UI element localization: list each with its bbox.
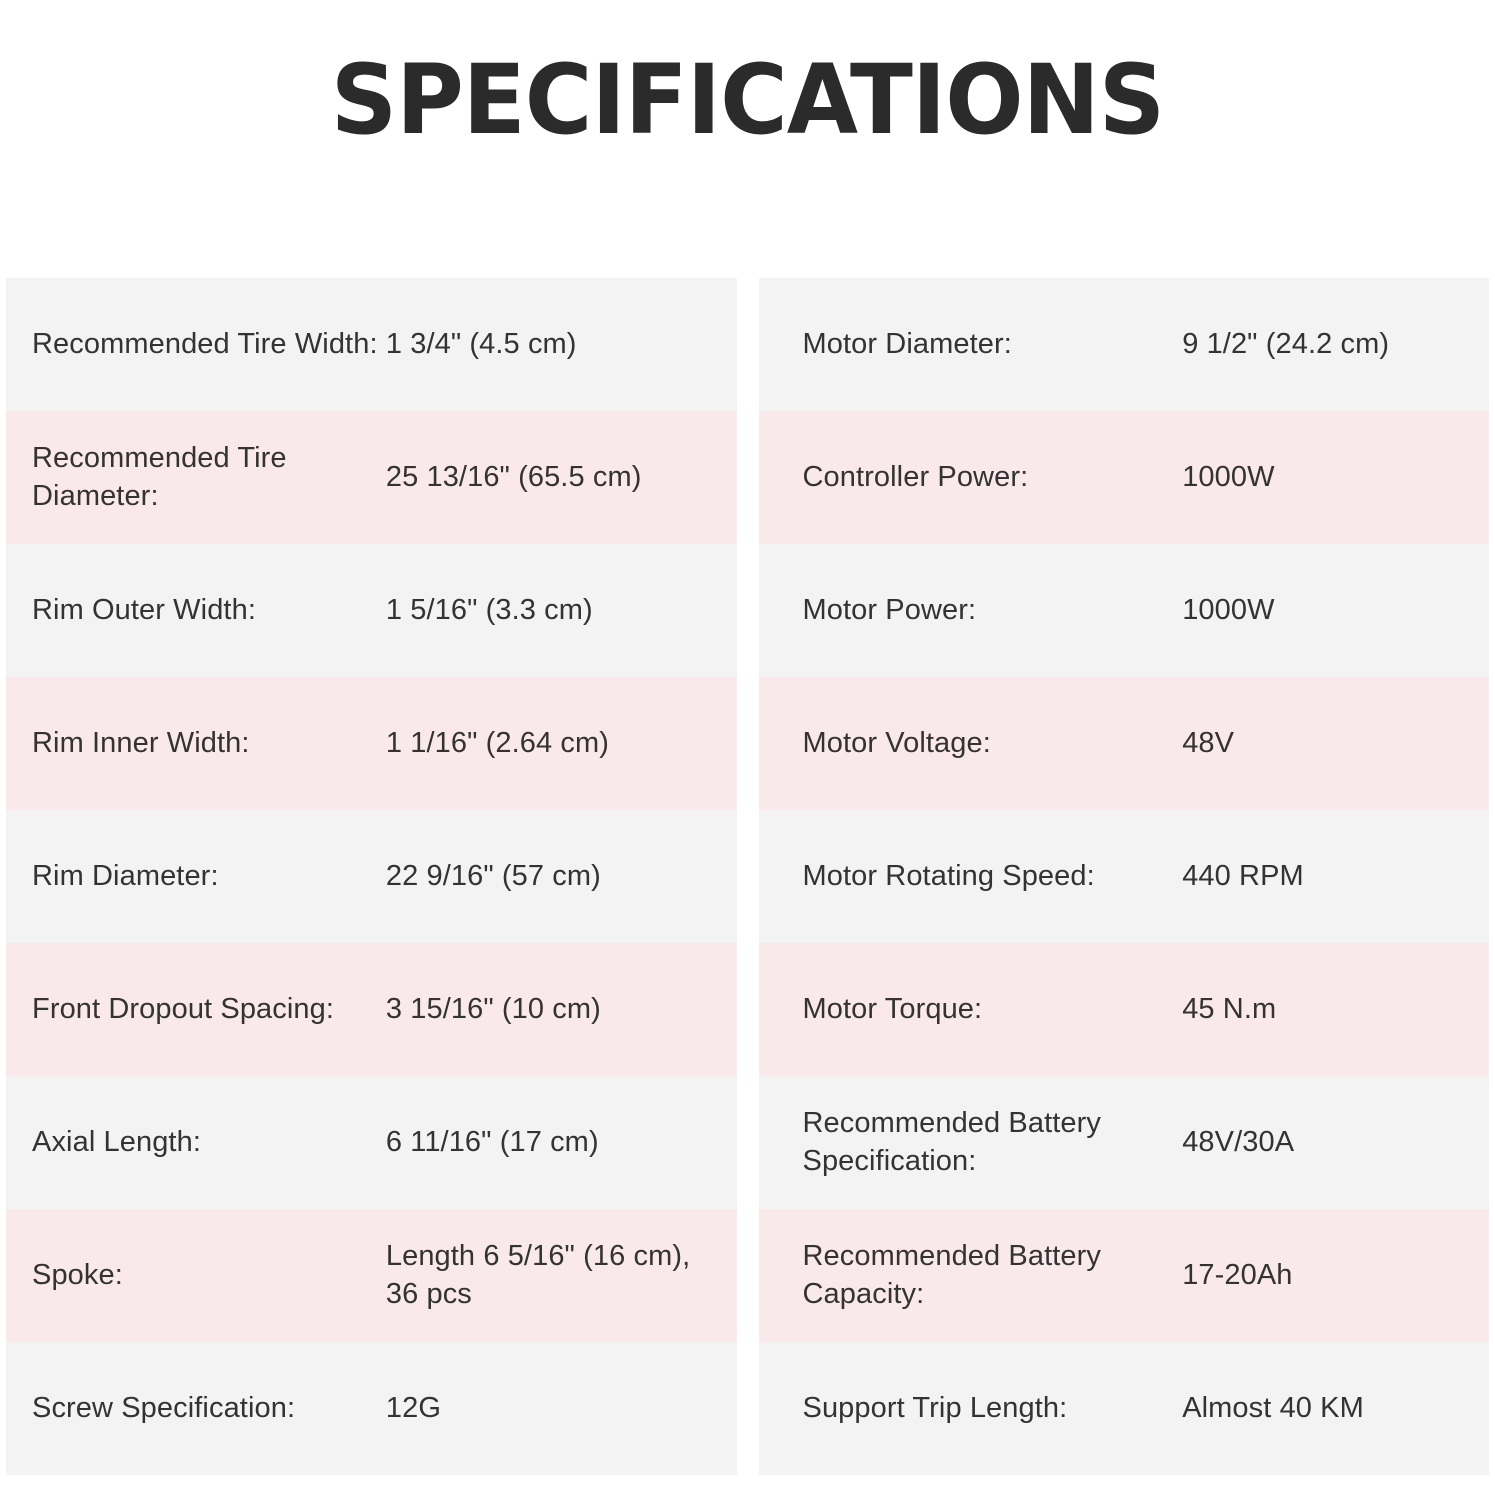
specifications-table bbox=[0, 278, 1495, 1475]
spec-value: 1 5/16" (3.3 cm) bbox=[385, 593, 593, 626]
table-row bbox=[6, 1076, 737, 1209]
table-row bbox=[6, 1342, 737, 1475]
spec-value: 3 15/16" (10 cm) bbox=[385, 992, 601, 1025]
spec-value: 6 11/16" (17 cm) bbox=[385, 1125, 599, 1158]
spec-value: 17-20Ah bbox=[1182, 1258, 1293, 1291]
spec-label: Motor Rotating Speed: bbox=[802, 859, 1095, 892]
spec-label: Support Trip Length: bbox=[802, 1391, 1068, 1424]
spec-label: Axial Length: bbox=[32, 1125, 201, 1158]
spec-label: Recommended Tire Diameter: bbox=[32, 442, 287, 512]
spec-value: 1000W bbox=[1182, 593, 1275, 626]
table-row bbox=[6, 411, 737, 544]
page-title: SPECIFICATIONS bbox=[330, 44, 1165, 156]
spec-label: Rim Outer Width: bbox=[32, 593, 256, 626]
spec-value: 440 RPM bbox=[1182, 859, 1304, 892]
table-row bbox=[759, 1342, 1490, 1475]
table-row bbox=[759, 677, 1490, 810]
table-row bbox=[6, 278, 737, 411]
table-row bbox=[759, 1076, 1490, 1209]
spec-label: Recommended Battery Capacity: bbox=[802, 1240, 1101, 1310]
spec-label: Motor Power: bbox=[802, 593, 977, 626]
spec-value: 45 N.m bbox=[1182, 992, 1277, 1025]
spec-label: Motor Diameter: bbox=[802, 327, 1012, 360]
spec-value: 9 1/2" (24.2 cm) bbox=[1182, 327, 1390, 360]
spec-label: Rim Diameter: bbox=[32, 859, 219, 892]
spec-label: Controller Power: bbox=[802, 460, 1029, 493]
spec-label: Front Dropout Spacing: bbox=[32, 992, 335, 1025]
spec-value: 1 3/4" (4.5 cm) bbox=[385, 327, 577, 360]
table-row bbox=[759, 943, 1490, 1076]
spec-value: 48V/30A bbox=[1182, 1125, 1295, 1158]
spec-column-left bbox=[6, 278, 737, 1475]
table-row bbox=[6, 677, 737, 810]
table-row bbox=[6, 1209, 737, 1342]
spec-value: 48V bbox=[1182, 726, 1235, 759]
table-row bbox=[6, 810, 737, 943]
spec-column-right bbox=[759, 278, 1490, 1475]
table-row bbox=[759, 1209, 1490, 1342]
table-row bbox=[6, 544, 737, 677]
spec-value: 1 1/16" (2.64 cm) bbox=[385, 726, 610, 759]
spec-value: Almost 40 KM bbox=[1182, 1391, 1364, 1424]
spec-value: 12G bbox=[385, 1391, 441, 1424]
table-row bbox=[759, 544, 1490, 677]
spec-value: 1000W bbox=[1182, 460, 1275, 493]
table-row bbox=[759, 278, 1490, 411]
spec-value: Length 6 5/16" (16 cm), 36 pcs bbox=[385, 1240, 691, 1310]
table-row bbox=[759, 810, 1490, 943]
spec-label: Recommended Battery Specification: bbox=[802, 1107, 1101, 1177]
spec-value: 22 9/16" (57 cm) bbox=[385, 859, 601, 892]
spec-value: 25 13/16" (65.5 cm) bbox=[385, 460, 642, 493]
table-row bbox=[759, 411, 1490, 544]
spec-label: Motor Voltage: bbox=[802, 726, 991, 759]
spec-label: Rim Inner Width: bbox=[32, 726, 250, 759]
table-row bbox=[6, 943, 737, 1076]
spec-label: Spoke: bbox=[32, 1258, 123, 1291]
spec-label: Recommended Tire Width: bbox=[32, 327, 378, 360]
spec-label: Motor Torque: bbox=[802, 992, 983, 1025]
spec-label: Screw Specification: bbox=[32, 1391, 296, 1424]
